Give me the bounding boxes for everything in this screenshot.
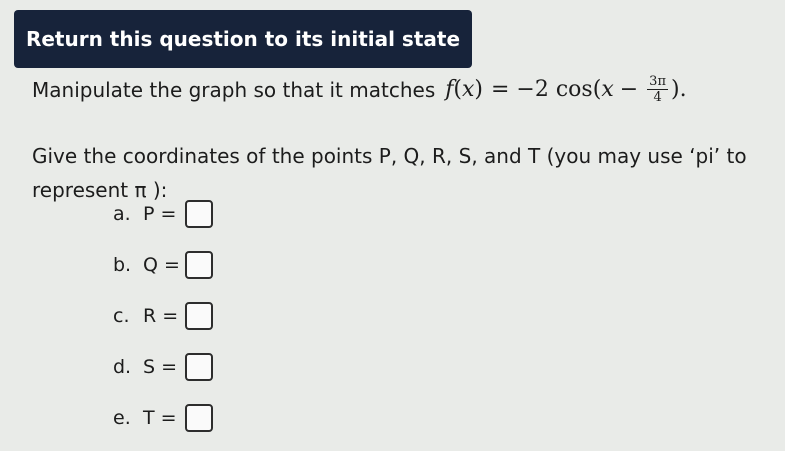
formula-close: ). [671,77,687,102]
reset-question-label: Return this question to its initial state [25,27,461,51]
answer-point: P = [143,203,177,225]
answer-row-p [113,196,213,232]
answer-point: S = [143,356,178,378]
answer-row-s [113,349,213,385]
answer-label: a. [113,203,131,225]
reset-question-button[interactable] [14,10,472,68]
answer-label: e. [113,407,131,429]
answer-label: b. [113,254,132,276]
instruction-line [32,74,687,105]
answer-input-r[interactable] [185,302,213,330]
answer-row-t [113,400,213,436]
answer-input-s[interactable] [185,353,213,381]
answer-row-r [113,298,213,334]
formula-variable: x [601,77,614,102]
question-prompt: Give the coordinates of the points P, Q, R, S, and T (you may use ‘pi’ to represent π ): [32,144,747,202]
fraction-denominator: 4 [653,90,662,105]
answer-input-p[interactable] [185,200,213,228]
function-close-paren: ) [474,77,483,102]
formula-open-paren: ( [592,77,602,102]
function-equals: = −2 cos [491,77,593,102]
formula-minus: − [619,77,639,102]
answer-point: Q = [143,254,180,276]
instruction-text: Manipulate the graph so that it matches [32,77,436,102]
answer-label: d. [113,356,132,378]
function-name: f [445,77,454,102]
answer-input-q[interactable] [185,251,213,279]
phase-fraction [647,74,668,105]
function-formula [445,74,686,105]
function-variable: x [461,77,475,102]
answer-point: T = [143,407,177,429]
answer-point: R = [143,305,179,327]
function-open-paren: ( [453,77,462,102]
answer-input-t[interactable] [185,404,213,432]
answer-row-q [113,247,213,283]
answer-label: c. [113,305,130,327]
fraction-numerator: 3π [649,74,666,89]
